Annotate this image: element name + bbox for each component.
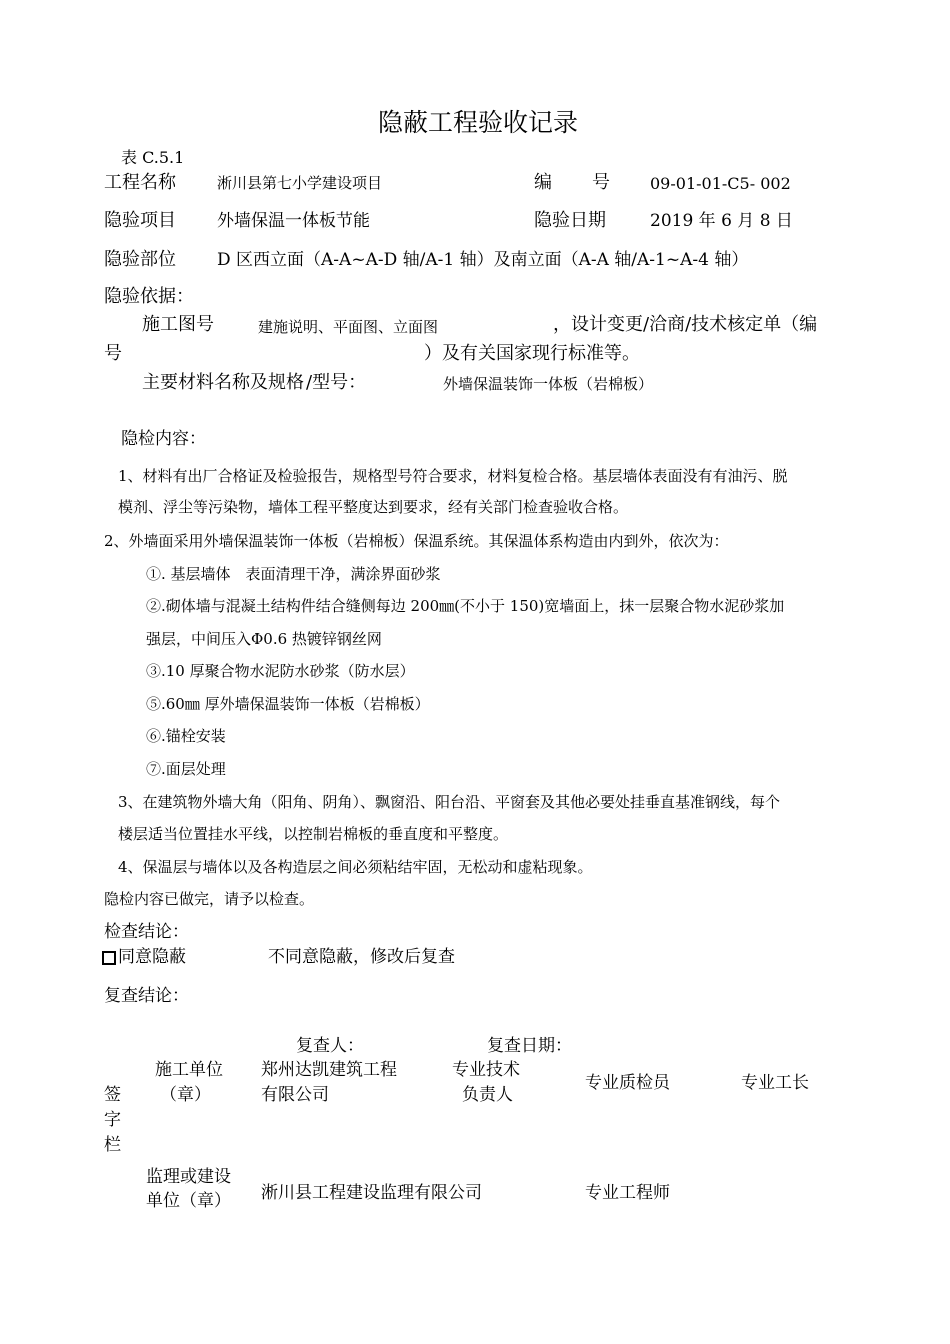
engineer-label: 专业工程师 (585, 1183, 670, 1203)
contractor-name-1: 郑州达凯建筑工程 (261, 1060, 397, 1080)
material-value: 外墙保温装饰一体板（岩棉板） (443, 375, 654, 393)
agree-label: 同意隐蔽 (118, 947, 186, 967)
signature-side-label-3: 栏 (104, 1135, 121, 1155)
supervisor-name: 淅川县工程建设监理有限公司 (261, 1183, 482, 1203)
drawing-number-value: 建施说明、平面图、立面图 (258, 318, 439, 336)
recheck-date-label: 复查日期： (487, 1036, 572, 1056)
content-item-2: 2、外墙面采用外墙保温装饰一体板（岩棉板）保温系统。其保温体系构造由内到外，依次为： (104, 532, 729, 550)
drawing-number-label: 施工图号 (142, 314, 214, 335)
content-label: 隐检内容： (121, 429, 206, 449)
tech-lead-label-1: 专业技术 (452, 1060, 520, 1080)
recheck-person-label: 复查人： (296, 1036, 364, 1056)
number-value: 09-01-01-C5- 002 (650, 174, 791, 193)
project-name-label: 工程名称 (104, 172, 176, 193)
number-label-1: 编 (534, 172, 552, 193)
contractor-label-1: 施工单位 (155, 1060, 223, 1080)
content-sub-5: ⑤.60㎜ 厚外墙保温装饰一体板（岩棉板） (146, 695, 430, 713)
page-title: 隐蔽工程验收记录 (378, 108, 579, 137)
project-name-value: 淅川县第七小学建设项目 (217, 174, 383, 192)
location-label: 隐验部位 (104, 249, 176, 270)
signature-side-label-1: 签 (104, 1085, 121, 1105)
content-sub-2-line-2: 强层，中间压入Φ0.6 热镀锌钢丝网 (146, 630, 382, 648)
disagree-label: 不同意隐蔽，修改后复查 (268, 947, 455, 967)
foreman-label: 专业工长 (741, 1073, 809, 1093)
content-item-4: 4、保温层与墙体以及各构造层之间必须粘结牢固，无松动和虚粘现象。 (118, 858, 593, 876)
content-sub-6: ⑥.锚栓安装 (146, 727, 226, 745)
conclusion-label: 检查结论： (104, 922, 189, 942)
contractor-label-2: （章） (160, 1085, 211, 1105)
content-sub-7: ⑦.面层处理 (146, 760, 226, 778)
content-sub-2-line-1: ②.砌体墙与混凝土结构件结合缝侧每边 200㎜(不小于 150)宽墙面上，抹一层聚合物水泥砂浆加 (146, 597, 785, 615)
date-value: 2019 年 6 月 8 日 (650, 211, 793, 231)
qc-inspector-label: 专业质检员 (585, 1073, 670, 1093)
item-value: 外墙保温一体板节能 (217, 211, 370, 231)
supervisor-label-2: 单位（章） (146, 1191, 231, 1211)
recheck-label: 复查结论： (104, 986, 189, 1006)
content-sub-1: ①. 基层墙体 表面清理干净，满涂界面砂浆 (146, 565, 441, 583)
content-item-1-line-1: 1、材料有出厂合格证及检验报告，规格型号符合要求，材料复检合格。基层墙体表面没有有油污、脱 (118, 467, 788, 485)
location-value: D 区西立面（A-A~A-D 轴/A-1 轴）及南立面（A-A 轴/A-1~A-4 轴） (217, 250, 749, 270)
agree-checkbox[interactable] (102, 951, 116, 965)
content-item-3-line-2: 楼层适当位置挂水平线，以控制岩棉板的垂直度和平整度。 (118, 825, 509, 843)
content-item-1-line-2: 模剂、浮尘等污染物，墙体工程平整度达到要求，经有关部门检查验收合格。 (118, 498, 629, 516)
contractor-name-2: 有限公司 (261, 1085, 329, 1105)
content-item-3-line-1: 3、在建筑物外墙大角（阳角、阴角）、飘窗沿、阳台沿、平窗套及其他必要处挂垂直基准钢线，每个 (118, 793, 781, 811)
material-label-overlap: /型号： (306, 372, 367, 393)
content-done: 隐检内容已做完，请予以检查。 (104, 890, 315, 908)
item-label: 隐验项目 (104, 210, 176, 231)
number-tail: ）及有关国家现行标准等。 (424, 343, 640, 364)
number-label-2: 号 (592, 172, 610, 193)
material-label: 主要材料名称及规格 (142, 372, 304, 393)
number-prefix: 号 (104, 343, 122, 364)
date-label: 隐验日期 (534, 210, 606, 231)
content-sub-3: ③.10 厚聚合物水泥防水砂浆（防水层） (146, 662, 415, 680)
table-number: 表 C.5.1 (121, 148, 185, 167)
tech-lead-label-2: 负责人 (462, 1085, 513, 1105)
supervisor-label-1: 监理或建设 (146, 1167, 231, 1187)
signature-side-label-2: 字 (104, 1110, 121, 1130)
drawing-tail: ，设计变更/洽商/技术核定单（编 (553, 314, 818, 335)
basis-label: 隐验依据： (104, 286, 194, 307)
